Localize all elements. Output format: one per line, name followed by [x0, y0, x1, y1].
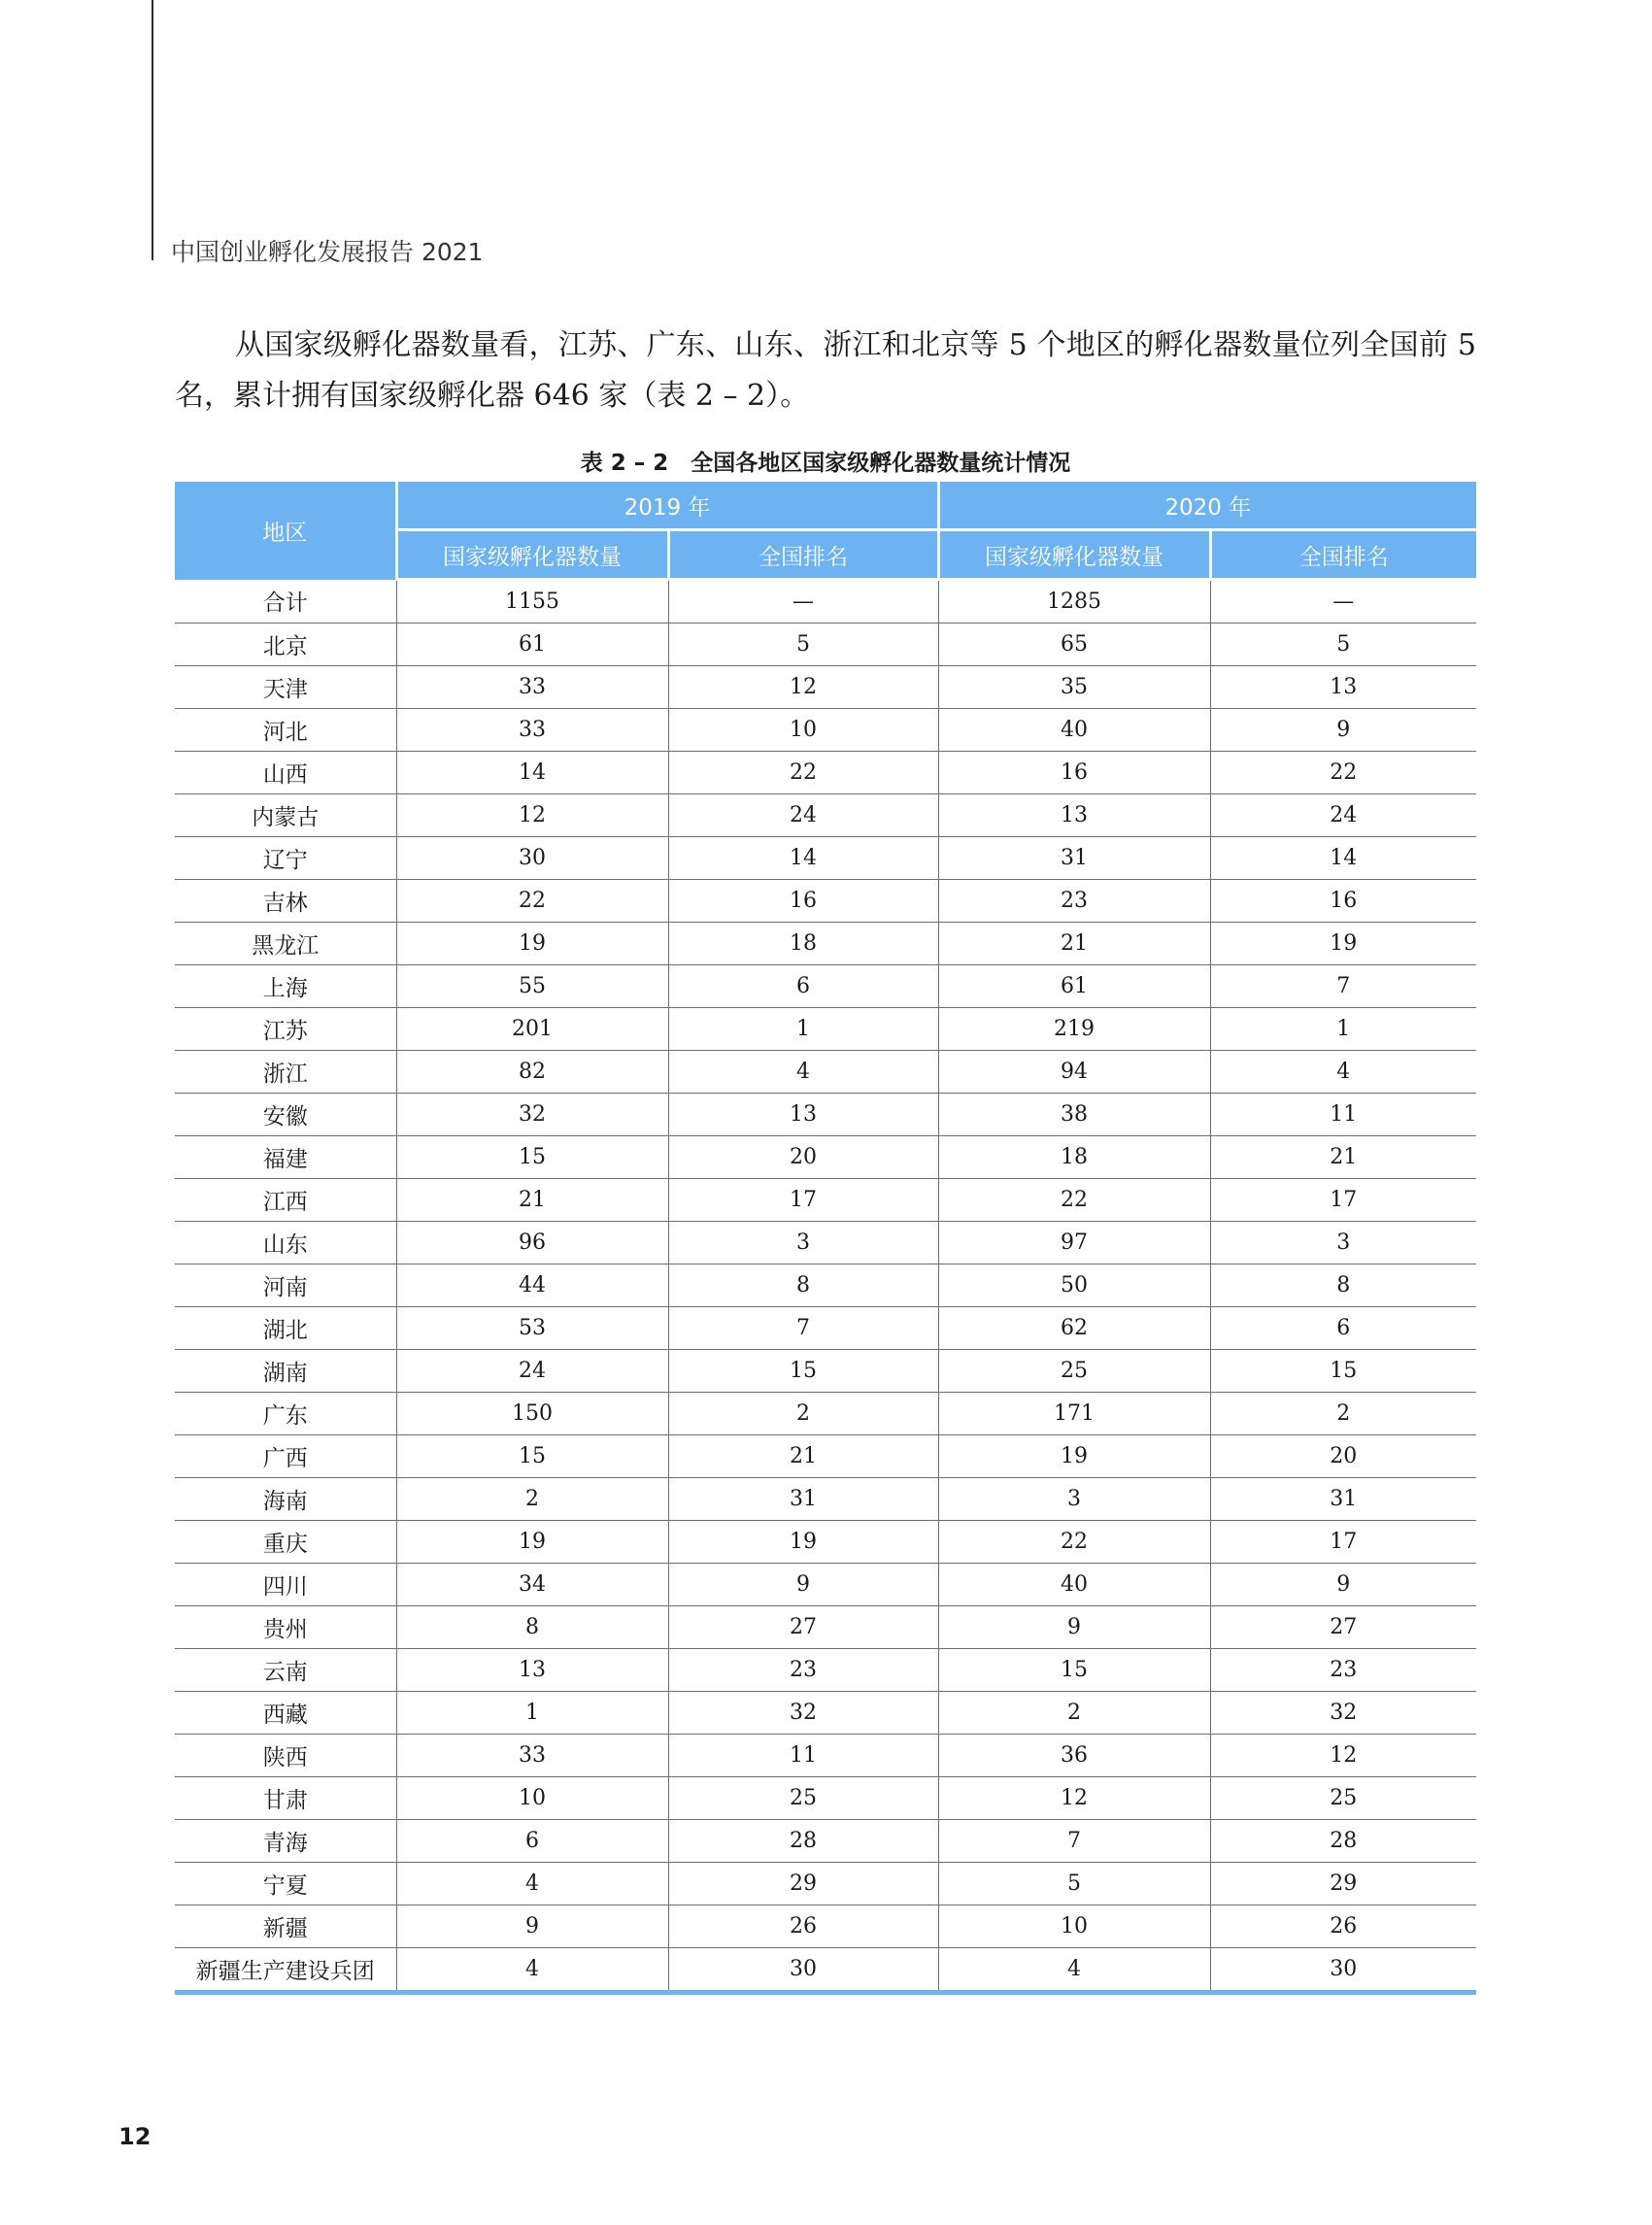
cell-region: 湖北 [175, 1307, 396, 1350]
table-row [175, 1051, 1476, 1094]
table-row [175, 1179, 1476, 1222]
cell-rank-2019: 16 [668, 880, 938, 923]
cell-count-2019: 33 [396, 666, 668, 709]
cell-region: 北京 [175, 624, 396, 666]
cell-count-2020: 15 [938, 1649, 1210, 1692]
cell-rank-2020: 27 [1210, 1606, 1476, 1649]
cell-rank-2019: 7 [668, 1307, 938, 1350]
cell-region: 江苏 [175, 1008, 396, 1051]
cell-rank-2019: 19 [668, 1521, 938, 1564]
cell-count-2020: 36 [938, 1735, 1210, 1777]
cell-rank-2020: 25 [1210, 1777, 1476, 1820]
header-year-2019: 2019 年 [396, 482, 938, 530]
cell-rank-2020: 23 [1210, 1649, 1476, 1692]
cell-count-2019: 61 [396, 624, 668, 666]
cell-rank-2019: 17 [668, 1179, 938, 1222]
header-rank-2019: 全国排名 [668, 530, 938, 580]
running-head: 中国创业孵化发展报告 2021 [171, 238, 484, 266]
cell-count-2019: 55 [396, 965, 668, 1008]
cell-count-2019: 4 [396, 1863, 668, 1905]
cell-rank-2019: 32 [668, 1692, 938, 1735]
cell-count-2019: 14 [396, 752, 668, 794]
cell-rank-2019: 31 [668, 1478, 938, 1521]
cell-count-2020: 10 [938, 1905, 1210, 1948]
cell-rank-2019: 26 [668, 1905, 938, 1948]
cell-rank-2020: 9 [1210, 1564, 1476, 1606]
table-caption: 表 2 – 2 全国各地区国家级孵化器数量统计情况 [580, 451, 1071, 476]
cell-rank-2020: 22 [1210, 752, 1476, 794]
cell-rank-2020: 4 [1210, 1051, 1476, 1094]
cell-rank-2019: 29 [668, 1863, 938, 1905]
table-row [175, 1008, 1476, 1051]
cell-count-2020: 7 [938, 1820, 1210, 1863]
cell-count-2020: 35 [938, 666, 1210, 709]
cell-rank-2020: 17 [1210, 1179, 1476, 1222]
cell-region: 内蒙古 [175, 794, 396, 837]
cell-region: 上海 [175, 965, 396, 1008]
cell-region: 陕西 [175, 1735, 396, 1777]
cell-rank-2020: 31 [1210, 1478, 1476, 1521]
table-row [175, 1649, 1476, 1692]
cell-rank-2019: 3 [668, 1222, 938, 1264]
cell-rank-2019: 24 [668, 794, 938, 837]
cell-rank-2019: 18 [668, 923, 938, 965]
table-row [175, 709, 1476, 752]
table-row [175, 965, 1476, 1008]
cell-count-2019: 33 [396, 709, 668, 752]
table-row [175, 1820, 1476, 1863]
table-row [175, 1521, 1476, 1564]
cell-rank-2019: 15 [668, 1350, 938, 1393]
table-row [175, 1735, 1476, 1777]
cell-region: 合计 [175, 580, 396, 624]
cell-count-2019: 13 [396, 1649, 668, 1692]
cell-region: 浙江 [175, 1051, 396, 1094]
cell-count-2019: 34 [396, 1564, 668, 1606]
cell-rank-2020: 9 [1210, 709, 1476, 752]
margin-rule [152, 0, 153, 260]
cell-count-2019: 33 [396, 1735, 668, 1777]
cell-rank-2020: 24 [1210, 794, 1476, 837]
cell-count-2020: 40 [938, 1564, 1210, 1606]
cell-region: 山西 [175, 752, 396, 794]
cell-count-2020: 21 [938, 923, 1210, 965]
cell-region: 福建 [175, 1136, 396, 1179]
cell-count-2019: 32 [396, 1094, 668, 1136]
cell-rank-2019: 21 [668, 1435, 938, 1478]
cell-count-2020: 3 [938, 1478, 1210, 1521]
table-row [175, 837, 1476, 880]
cell-region: 宁夏 [175, 1863, 396, 1905]
cell-count-2020: 22 [938, 1521, 1210, 1564]
cell-rank-2020: 32 [1210, 1692, 1476, 1735]
cell-count-2020: 12 [938, 1777, 1210, 1820]
cell-rank-2019: 14 [668, 837, 938, 880]
cell-region: 新疆生产建设兵团 [175, 1948, 396, 1993]
cell-rank-2020: 28 [1210, 1820, 1476, 1863]
cell-region: 河南 [175, 1264, 396, 1307]
cell-region: 黑龙江 [175, 923, 396, 965]
cell-count-2019: 44 [396, 1264, 668, 1307]
header-count-2020: 国家级孵化器数量 [938, 530, 1210, 580]
cell-region: 山东 [175, 1222, 396, 1264]
cell-region: 云南 [175, 1649, 396, 1692]
cell-rank-2019: — [668, 580, 938, 624]
body-paragraph: 从国家级孵化器数量看，江苏、广东、山东、浙江和北京等 5 个地区的孵化器数量位列全国前 5 名，累计拥有国家级孵化器 646 家（表 2 – 2）。 [175, 328, 1476, 413]
table-row [175, 1948, 1476, 1993]
cell-rank-2019: 30 [668, 1948, 938, 1993]
header-row-years [175, 482, 1476, 530]
cell-count-2019: 96 [396, 1222, 668, 1264]
table-row [175, 923, 1476, 965]
table-row [175, 624, 1476, 666]
cell-rank-2020: 7 [1210, 965, 1476, 1008]
header-region: 地区 [175, 482, 396, 580]
cell-rank-2019: 5 [668, 624, 938, 666]
cell-count-2019: 19 [396, 923, 668, 965]
table-row [175, 1564, 1476, 1606]
table-row [175, 1307, 1476, 1350]
cell-count-2019: 9 [396, 1905, 668, 1948]
cell-rank-2020: 26 [1210, 1905, 1476, 1948]
cell-count-2019: 12 [396, 794, 668, 837]
cell-region: 青海 [175, 1820, 396, 1863]
cell-count-2020: 97 [938, 1222, 1210, 1264]
cell-region: 海南 [175, 1478, 396, 1521]
table-row [175, 1136, 1476, 1179]
cell-rank-2020: 30 [1210, 1948, 1476, 1993]
cell-rank-2020: 8 [1210, 1264, 1476, 1307]
cell-count-2020: 171 [938, 1393, 1210, 1435]
cell-rank-2020: 3 [1210, 1222, 1476, 1264]
cell-rank-2019: 25 [668, 1777, 938, 1820]
cell-count-2020: 40 [938, 709, 1210, 752]
table-row [175, 1777, 1476, 1820]
cell-rank-2019: 9 [668, 1564, 938, 1606]
cell-count-2020: 13 [938, 794, 1210, 837]
cell-rank-2020: — [1210, 580, 1476, 624]
cell-count-2020: 219 [938, 1008, 1210, 1051]
cell-rank-2020: 13 [1210, 666, 1476, 709]
cell-count-2020: 38 [938, 1094, 1210, 1136]
table-row [175, 1393, 1476, 1435]
cell-rank-2020: 6 [1210, 1307, 1476, 1350]
cell-count-2019: 30 [396, 837, 668, 880]
cell-count-2019: 10 [396, 1777, 668, 1820]
cell-rank-2020: 11 [1210, 1094, 1476, 1136]
cell-count-2019: 22 [396, 880, 668, 923]
cell-rank-2020: 16 [1210, 880, 1476, 923]
cell-rank-2020: 17 [1210, 1521, 1476, 1564]
cell-count-2019: 1155 [396, 580, 668, 624]
cell-rank-2019: 20 [668, 1136, 938, 1179]
table-row [175, 1094, 1476, 1136]
cell-count-2020: 16 [938, 752, 1210, 794]
cell-rank-2020: 2 [1210, 1393, 1476, 1435]
cell-rank-2019: 2 [668, 1393, 938, 1435]
cell-region: 新疆 [175, 1905, 396, 1948]
table-row [175, 666, 1476, 709]
cell-rank-2019: 28 [668, 1820, 938, 1863]
cell-rank-2019: 23 [668, 1649, 938, 1692]
cell-region: 贵州 [175, 1606, 396, 1649]
cell-rank-2019: 11 [668, 1735, 938, 1777]
cell-count-2019: 15 [396, 1136, 668, 1179]
table-row [175, 1222, 1476, 1264]
cell-rank-2020: 5 [1210, 624, 1476, 666]
cell-region: 湖南 [175, 1350, 396, 1393]
table-row [175, 752, 1476, 794]
cell-count-2020: 2 [938, 1692, 1210, 1735]
cell-count-2020: 61 [938, 965, 1210, 1008]
cell-rank-2019: 4 [668, 1051, 938, 1094]
cell-rank-2019: 8 [668, 1264, 938, 1307]
table-row [175, 794, 1476, 837]
table-row [175, 880, 1476, 923]
cell-count-2020: 5 [938, 1863, 1210, 1905]
cell-rank-2019: 22 [668, 752, 938, 794]
cell-region: 重庆 [175, 1521, 396, 1564]
cell-count-2020: 62 [938, 1307, 1210, 1350]
cell-count-2020: 4 [938, 1948, 1210, 1993]
cell-count-2020: 50 [938, 1264, 1210, 1307]
cell-rank-2019: 27 [668, 1606, 938, 1649]
cell-rank-2020: 29 [1210, 1863, 1476, 1905]
cell-region: 天津 [175, 666, 396, 709]
table-body [175, 580, 1476, 1993]
cell-region: 广西 [175, 1435, 396, 1478]
cell-count-2020: 1285 [938, 580, 1210, 624]
cell-region: 四川 [175, 1564, 396, 1606]
table-row [175, 580, 1476, 624]
header-rank-2020: 全国排名 [1210, 530, 1476, 580]
cell-count-2020: 18 [938, 1136, 1210, 1179]
cell-count-2019: 15 [396, 1435, 668, 1478]
cell-rank-2020: 14 [1210, 837, 1476, 880]
header-count-2019: 国家级孵化器数量 [396, 530, 668, 580]
cell-count-2019: 53 [396, 1307, 668, 1350]
header-year-2020: 2020 年 [938, 482, 1476, 530]
incubator-table [175, 482, 1476, 1995]
cell-region: 河北 [175, 709, 396, 752]
cell-count-2019: 21 [396, 1179, 668, 1222]
cell-count-2020: 25 [938, 1350, 1210, 1393]
cell-rank-2020: 15 [1210, 1350, 1476, 1393]
cell-count-2020: 22 [938, 1179, 1210, 1222]
cell-count-2020: 23 [938, 880, 1210, 923]
table-row [175, 1905, 1476, 1948]
cell-rank-2019: 6 [668, 965, 938, 1008]
cell-rank-2020: 20 [1210, 1435, 1476, 1478]
cell-rank-2020: 1 [1210, 1008, 1476, 1051]
cell-rank-2019: 1 [668, 1008, 938, 1051]
cell-region: 安徽 [175, 1094, 396, 1136]
cell-region: 西藏 [175, 1692, 396, 1735]
cell-count-2020: 19 [938, 1435, 1210, 1478]
cell-rank-2020: 21 [1210, 1136, 1476, 1179]
cell-rank-2020: 12 [1210, 1735, 1476, 1777]
cell-rank-2019: 13 [668, 1094, 938, 1136]
cell-count-2019: 82 [396, 1051, 668, 1094]
cell-count-2019: 24 [396, 1350, 668, 1393]
cell-count-2020: 31 [938, 837, 1210, 880]
table-row [175, 1692, 1476, 1735]
cell-region: 甘肃 [175, 1777, 396, 1820]
table-row [175, 1606, 1476, 1649]
cell-count-2019: 2 [396, 1478, 668, 1521]
cell-count-2019: 8 [396, 1606, 668, 1649]
cell-rank-2019: 12 [668, 666, 938, 709]
page-number: 12 [118, 2123, 152, 2150]
cell-rank-2019: 10 [668, 709, 938, 752]
cell-count-2019: 201 [396, 1008, 668, 1051]
table-row [175, 1478, 1476, 1521]
cell-count-2020: 94 [938, 1051, 1210, 1094]
cell-count-2019: 4 [396, 1948, 668, 1993]
cell-count-2019: 6 [396, 1820, 668, 1863]
cell-count-2019: 1 [396, 1692, 668, 1735]
cell-rank-2020: 19 [1210, 923, 1476, 965]
cell-region: 江西 [175, 1179, 396, 1222]
table-row [175, 1863, 1476, 1905]
table-row [175, 1435, 1476, 1478]
cell-region: 辽宁 [175, 837, 396, 880]
cell-count-2020: 65 [938, 624, 1210, 666]
cell-count-2020: 9 [938, 1606, 1210, 1649]
cell-region: 吉林 [175, 880, 396, 923]
table-row [175, 1264, 1476, 1307]
table-row [175, 1350, 1476, 1393]
cell-count-2019: 150 [396, 1393, 668, 1435]
cell-region: 广东 [175, 1393, 396, 1435]
cell-count-2019: 19 [396, 1521, 668, 1564]
